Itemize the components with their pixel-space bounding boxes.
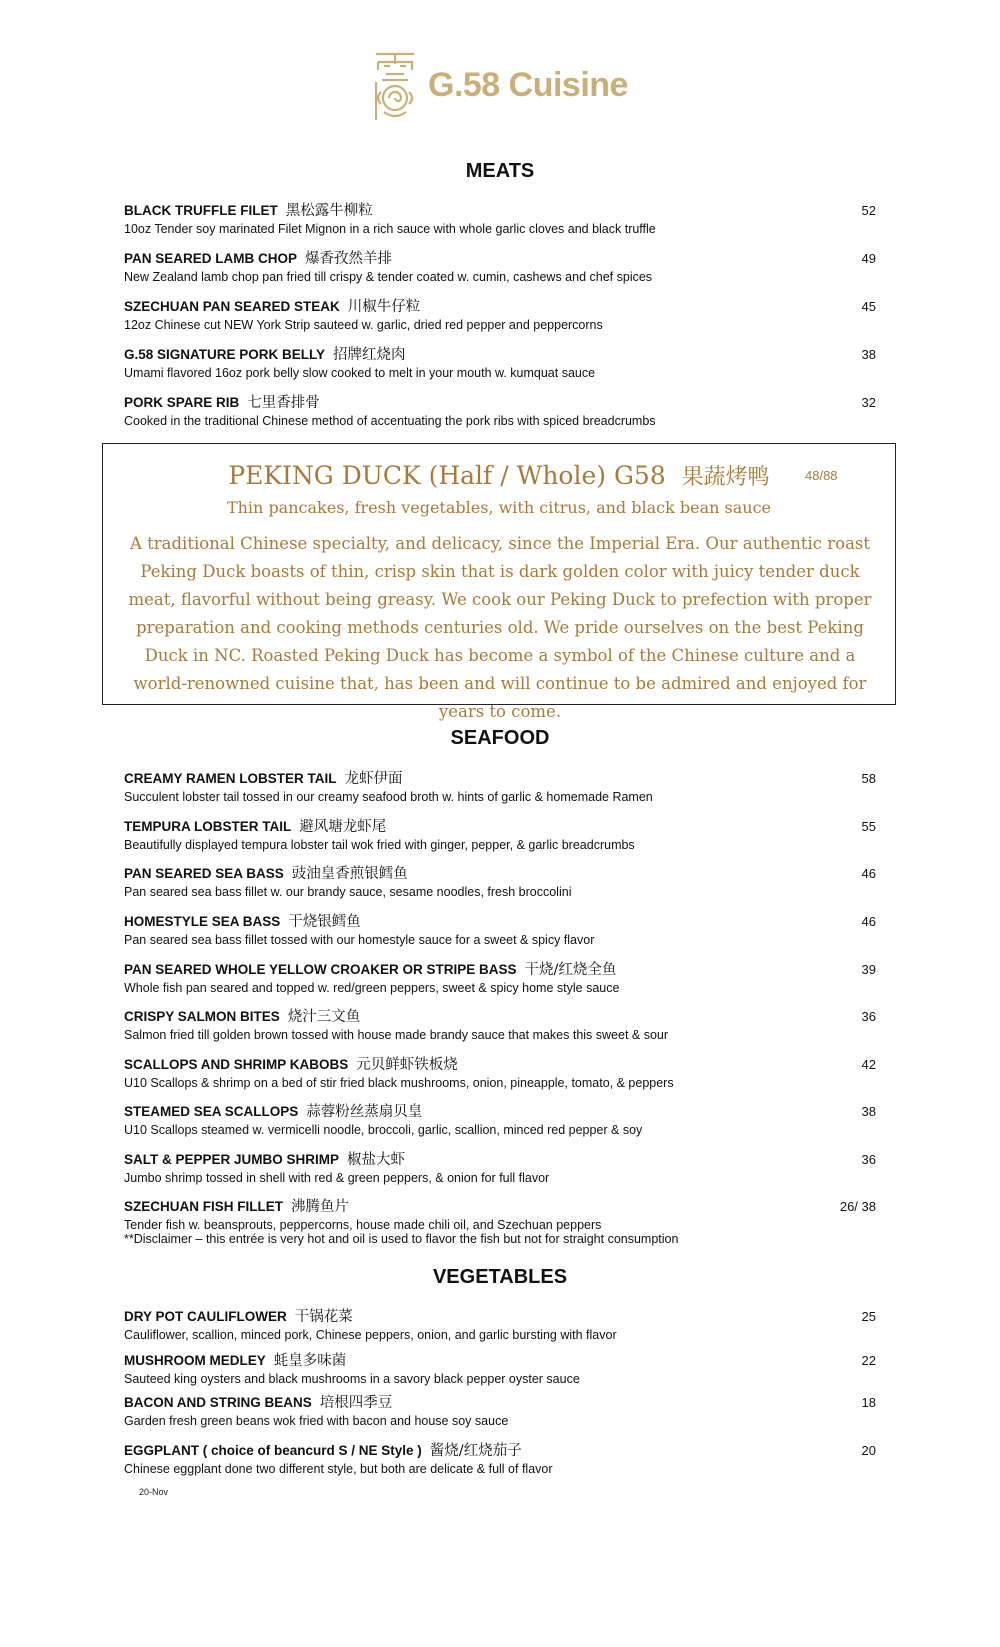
item-name: HOMESTYLE SEA BASS xyxy=(124,914,281,929)
item-description: Pan seared sea bass fillet tossed with our homestyle sauce for a sweet & spicy flavor xyxy=(124,933,595,947)
item-price: 32 xyxy=(861,395,876,410)
item-chinese-name: 招牌红烧肉 xyxy=(333,347,406,363)
menu-item xyxy=(124,767,876,804)
menu-item xyxy=(124,1148,876,1185)
item-price: 49 xyxy=(861,251,876,266)
item-chinese-name: 酱烧/红烧茄子 xyxy=(429,1443,522,1459)
section-title-vegetables: VEGETABLES xyxy=(432,1266,568,1288)
item-name: PAN SEARED WHOLE YELLOW CROAKER OR STRIPE BASS xyxy=(124,962,517,977)
item-description: Beautifully displayed tempura lobster tail wok fried with ginger, pepper, & garlic breadcrumbs xyxy=(124,838,635,852)
item-description: Umami flavored 16oz pork belly slow cooked to melt in your mouth w. kumquat sauce xyxy=(124,366,596,380)
item-price: 25 xyxy=(861,1309,876,1324)
item-price: 26/ 38 xyxy=(839,1199,876,1214)
item-description: 10oz Tender soy marinated Filet Mignon in a rich sauce with whole garlic cloves and black truffle xyxy=(124,222,656,236)
item-description: Tender fish w. beansprouts, peppercorns, house made chili oil, and Szechuan peppers xyxy=(124,1218,602,1232)
item-name: CRISPY SALMON BITES xyxy=(124,1009,280,1024)
item-price: 18 xyxy=(861,1395,876,1410)
item-name: PAN SEARED LAMB CHOP xyxy=(124,251,298,266)
item-chinese-name: 元贝鲜虾铁板烧 xyxy=(356,1057,458,1073)
item-chinese-name: 蚝皇多味菌 xyxy=(273,1353,347,1369)
item-description: Cauliflower, scallion, minced pork, Chinese peppers, onion, and garlic bursting with flavor xyxy=(124,1328,617,1342)
item-name: SZECHUAN PAN SEARED STEAK xyxy=(124,299,340,314)
item-description: U10 Scallops & shrimp on a bed of stir fried black mushrooms, onion, pineapple, tomato, & peppers xyxy=(124,1076,674,1090)
item-description: Chinese eggplant done two different style, but both are delicate & full of flavor xyxy=(124,1462,553,1476)
item-price: 45 xyxy=(861,299,876,314)
item-name: SALT & PEPPER JUMBO SHRIMP xyxy=(124,1152,340,1167)
item-price: 58 xyxy=(861,771,876,786)
menu-item xyxy=(124,815,876,852)
menu-item xyxy=(124,1305,876,1342)
item-description: Succulent lobster tail tossed in our creamy seafood broth w. hints of garlic & homemade Ramen xyxy=(124,790,653,804)
item-chinese-name: 沸腾鱼片 xyxy=(291,1199,349,1215)
item-price: 36 xyxy=(861,1152,876,1167)
item-description: Pan seared sea bass fillet w. our brandy sauce, sesame noodles, fresh broccolini xyxy=(124,885,572,899)
item-price: 20 xyxy=(861,1443,876,1458)
duck-title: PEKING DUCK (Half / Whole) G58 xyxy=(228,461,666,490)
menu-item xyxy=(124,247,876,284)
item-name: BACON AND STRING BEANS xyxy=(124,1395,312,1410)
item-price: 38 xyxy=(861,347,876,362)
item-chinese-name: 豉油皇香煎银鳕鱼 xyxy=(291,866,408,882)
menu-item xyxy=(124,1195,876,1246)
logo-text: G.58 Cuisine xyxy=(428,66,628,104)
item-description: Jumbo shrimp tossed in shell with red & green peppers, & onion for full flavor xyxy=(124,1171,550,1185)
cloud-seal-icon xyxy=(372,48,418,124)
menu-item xyxy=(124,1053,876,1090)
item-price: 42 xyxy=(861,1057,876,1072)
duck-title-line xyxy=(103,460,895,491)
item-name: BLACK TRUFFLE FILET xyxy=(124,203,278,218)
item-name: CREAMY RAMEN LOBSTER TAIL xyxy=(124,771,337,786)
item-description: Whole fish pan seared and topped w. red/green peppers, sweet & spicy home style sauce xyxy=(124,981,620,995)
item-name: TEMPURA LOBSTER TAIL xyxy=(124,819,292,834)
item-name: PORK SPARE RIB xyxy=(124,395,240,410)
item-name: G.58 SIGNATURE PORK BELLY xyxy=(124,347,326,362)
menu-item xyxy=(124,910,876,947)
item-chinese-name: 黑松露牛柳粒 xyxy=(285,203,373,219)
item-chinese-name: 椒盐大虾 xyxy=(347,1152,406,1168)
restaurant-logo xyxy=(372,48,632,124)
item-chinese-name: 避风塘龙虾尾 xyxy=(299,819,387,835)
item-name: MUSHROOM MEDLEY xyxy=(124,1353,266,1368)
item-chinese-name: 七里香排骨 xyxy=(247,395,320,411)
item-chinese-name: 龙虾伊面 xyxy=(344,771,403,787)
section-title-meats: MEATS xyxy=(465,160,535,182)
item-price: 38 xyxy=(861,1104,876,1119)
item-name: STEAMED SEA SCALLOPS xyxy=(124,1104,299,1119)
item-price: 55 xyxy=(861,819,876,834)
item-chinese-name: 干锅花菜 xyxy=(294,1309,353,1325)
item-price: 46 xyxy=(861,914,876,929)
item-description: 12oz Chinese cut NEW York Strip sauteed w. garlic, dried red pepper and peppercorns xyxy=(124,318,603,332)
menu-item xyxy=(124,391,876,428)
item-price: 36 xyxy=(861,1009,876,1024)
item-chinese-name: 烧汁三文鱼 xyxy=(287,1009,361,1025)
section-title-seafood: SEAFOOD xyxy=(450,727,550,749)
item-name: PAN SEARED SEA BASS xyxy=(124,866,284,881)
menu-item xyxy=(124,199,876,236)
peking-duck-feature-box xyxy=(102,443,896,721)
menu-item xyxy=(124,1100,876,1137)
item-description: Sauteed king oysters and black mushrooms in a savory black pepper oyster sauce xyxy=(124,1372,580,1386)
duck-price: 48/88 xyxy=(805,468,838,483)
item-chinese-name: 蒜蓉粉丝蒸扇贝皇 xyxy=(306,1104,423,1120)
item-description: Salmon fried till golden brown tossed with house made brandy sauce that makes this sweet & sour xyxy=(124,1028,669,1042)
duck-subtitle: Thin pancakes, fresh vegetables, with citrus, and black bean sauce xyxy=(226,498,772,517)
item-price: 22 xyxy=(861,1353,876,1368)
item-price: 39 xyxy=(861,962,876,977)
item-name: EGGPLANT ( choice of beancurd S / NE Style ) xyxy=(124,1443,422,1458)
menu-item xyxy=(124,1439,876,1476)
item-name: DRY POT CAULIFLOWER xyxy=(124,1309,287,1324)
item-disclaimer: **Disclaimer – this entrée is very hot and oil is used to flavor the fish but not for straight consumption xyxy=(124,1232,679,1246)
item-description: Cooked in the traditional Chinese method of accentuating the pork ribs with spiced breadcrumbs xyxy=(124,414,656,428)
item-price: 46 xyxy=(861,866,876,881)
item-chinese-name: 爆香孜然羊排 xyxy=(305,251,393,267)
item-chinese-name: 干烧银鳕鱼 xyxy=(288,914,361,930)
menu-item xyxy=(124,295,876,332)
duck-description: A traditional Chinese specialty, and delicacy, since the Imperial Era. Our authentic roast Peking Duck boasts of thin, crisp skin that is dark golden color with juicy tender duck meat, flavorful without being greasy. We cook our Peking Duck to prefection with proper preparation and cooking methods centuries old. We pride ourselves on the best Peking Duck in NC. Roasted Peking Duck has become a symbol of the Chinese culture and a world-renowned cuisine that, has been and will continue to be admired and enjoyed for years to come. xyxy=(128,534,872,721)
item-chinese-name: 培根四季豆 xyxy=(319,1395,393,1411)
menu-item xyxy=(124,862,876,899)
menu-item xyxy=(124,958,876,995)
menu-item xyxy=(124,1349,876,1386)
item-price: 52 xyxy=(861,203,876,218)
item-description: New Zealand lamb chop pan fried till crispy & tender coated w. cumin, cashews and chef spices xyxy=(124,270,653,284)
menu-item xyxy=(124,343,876,380)
date-footnote: 20-Nov xyxy=(139,1487,169,1497)
item-name: SCALLOPS AND SHRIMP KABOBS xyxy=(124,1057,349,1072)
duck-chinese-name: 果蔬烤鸭 xyxy=(681,465,770,490)
menu-item xyxy=(124,1005,876,1042)
item-chinese-name: 川椒牛仔粒 xyxy=(347,299,421,315)
item-chinese-name: 干烧/红烧全鱼 xyxy=(524,962,617,978)
item-name: SZECHUAN FISH FILLET xyxy=(124,1199,283,1214)
menu-item xyxy=(124,1391,876,1428)
item-description: U10 Scallops steamed w. vermicelli noodle, broccoli, garlic, scallion, minced red pepper & soy xyxy=(124,1123,643,1137)
item-description: Garden fresh green beans wok fried with bacon and house soy sauce xyxy=(124,1414,509,1428)
